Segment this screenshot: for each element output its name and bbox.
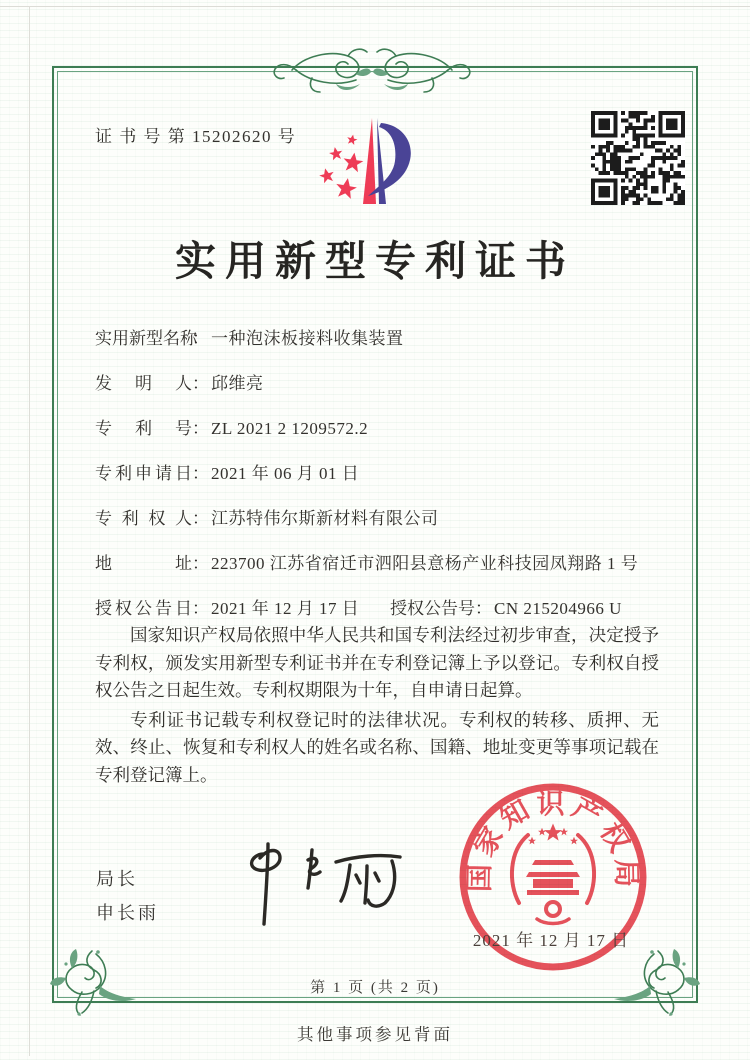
field-label: 发明人 [95, 374, 192, 393]
field-colon: ： [192, 374, 209, 393]
field-colon: ： [192, 329, 209, 348]
field-value: ZL 2021 2 1209572.2 [211, 419, 369, 438]
scan-edge-top [0, 6, 750, 7]
field-value: 一种泡沫板接料收集装置 [211, 329, 404, 348]
legal-text [95, 622, 659, 791]
field-utility-model-name [95, 328, 661, 350]
field-list [95, 328, 661, 643]
handwritten-signature-icon [222, 836, 412, 936]
field-address [95, 553, 661, 575]
field-colon: ： [192, 509, 209, 528]
field-grant-row [95, 598, 661, 620]
field-value: 江苏特伟尔斯新材料有限公司 [211, 509, 439, 528]
field-filing-date [95, 463, 661, 485]
field-value: 邱维亮 [211, 374, 264, 393]
scan-edge-left [29, 6, 30, 1056]
legal-paragraph-1: 国家知识产权局依照中华人民共和国专利法经过初步审查，决定授予专利权，颁发实用新型专利证书并在专利登记簿上予以登记。专利权自授权公告之日起生效。专利权期限为十年，自申请日起算。 [95, 625, 659, 700]
field-label: 授权公告号 [390, 599, 475, 618]
field-label: 授权公告日 [95, 599, 192, 618]
director-name: 申长雨 [96, 903, 159, 923]
field-value: 2021 年 12 月 17 日 [211, 599, 360, 618]
field-patentee [95, 508, 661, 530]
field-label: 专利权人 [95, 509, 192, 528]
field-patent-number [95, 418, 661, 440]
qr-code [591, 111, 685, 205]
field-label: 地址 [95, 554, 192, 573]
certificate-number: 证 书 号 第 15202620 号 [95, 127, 297, 146]
seal-text: 国家知识产权局 [464, 788, 642, 893]
director-title: 局长 [96, 869, 138, 889]
field-grant-number [390, 598, 622, 620]
legal-paragraph-2: 专利证书记载专利权登记时的法律状况。专利权的转移、质押、无效、终止、恢复和专利权人的姓名或名称、国籍、地址变更等事项记载在专利登记簿上。 [95, 709, 659, 785]
national-emblem-icon [512, 824, 594, 924]
field-colon: ： [475, 599, 492, 618]
seal-date: 2021 年 12 月 17 日 [472, 931, 630, 950]
field-value: 223700 江苏省宿迁市泗阳县意杨产业科技园凤翔路 1 号 [211, 554, 639, 573]
certificate-title: 实用新型专利证书 [175, 238, 575, 284]
field-value: 2021 年 06 月 01 日 [211, 464, 360, 483]
field-inventor [95, 373, 661, 395]
field-colon: ： [192, 419, 209, 438]
cnipa-logo-icon [300, 106, 432, 214]
back-note: 其他事项参见背面 [297, 1025, 453, 1044]
page-number: 第 1 页 (共 2 页) [310, 980, 440, 996]
field-label: 专利号 [95, 419, 192, 438]
field-label: 实用新型名称 [95, 329, 197, 348]
top-flourish-ornament [252, 42, 492, 96]
field-label: 专利申请日 [95, 464, 192, 483]
field-colon: ： [192, 464, 209, 483]
field-colon: ： [192, 599, 209, 618]
field-colon: ： [192, 554, 209, 573]
field-value: CN 215204966 U [494, 599, 622, 618]
